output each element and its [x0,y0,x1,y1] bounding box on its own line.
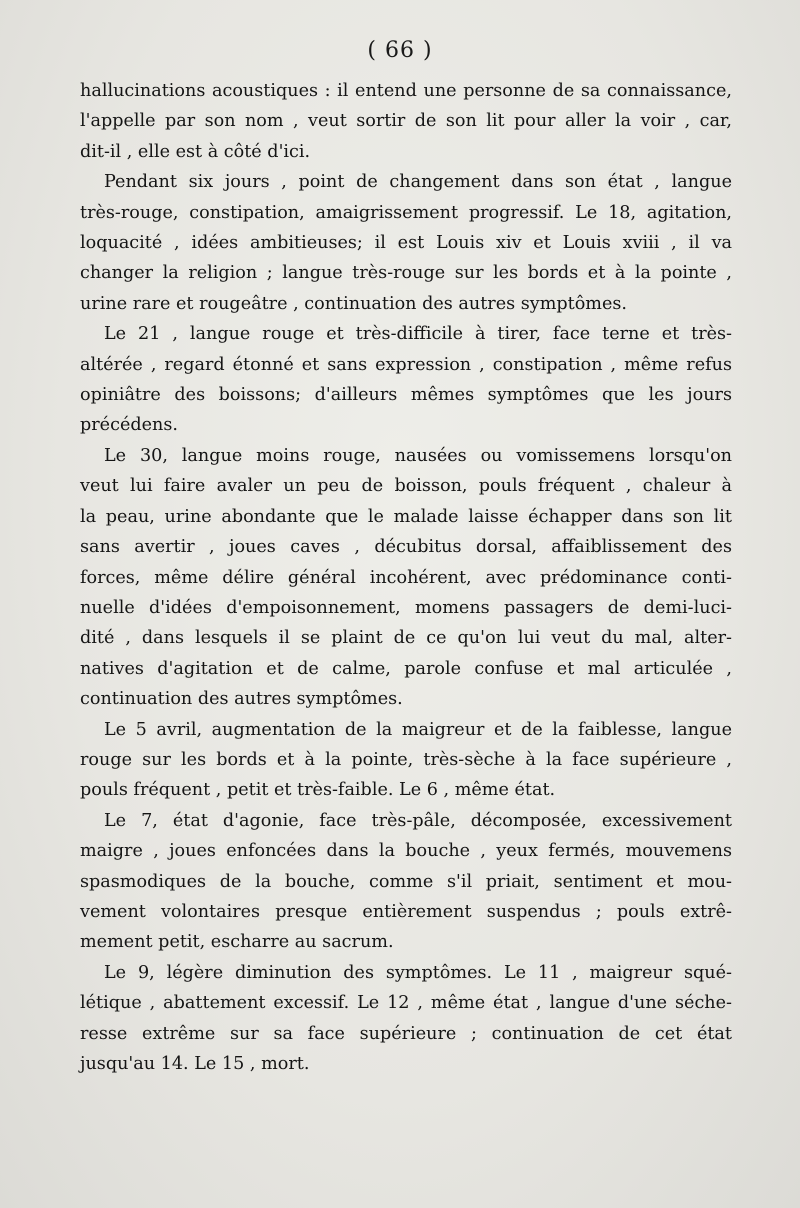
text-line: natives d'agitation et de calme, parole confuse et mal articulée , [80,658,732,679]
paragraph [80,167,732,319]
text-line: mement petit, escharre au sacrum. [80,932,394,953]
text-line: Le 21 , langue rouge et très-difficile à tirer, face terne et très- [104,324,732,345]
paragraph [80,76,732,167]
paragraph [80,319,732,441]
text-line: opiniâtre des boissons; d'ailleurs mêmes symptômes que les jours [80,385,732,406]
text-line: dit-il , elle est à côté d'ici. [80,141,311,162]
text-line: la peau, urine abondante que le malade laisse échapper dans son lit [80,506,732,527]
text-line: hallucinations acoustiques : il entend une personne de sa connaissance, [80,81,732,101]
text-line: létique , abattement excessif. Le 12 , même état , langue d'une séche- [80,993,732,1014]
text-line: Le 30, langue moins rouge, nausées ou vomissemens lorsqu'on [104,445,732,466]
text-line: loquacité , idées ambitieuses; il est Louis xiv et Louis xviii , il va [80,233,732,254]
text-line: nuelle d'idées d'empoisonnement, momens passagers de demi-luci- [80,597,732,618]
paragraph [80,806,732,958]
page-number: ( 66 ) [367,38,433,63]
text-line: dité , dans lesquels il se plaint de ce qu'on lui veut du mal, alter- [80,628,732,649]
text-line: Pendant six jours , point de changement dans son état , langue [104,172,732,193]
text-line: altérée , regard étonné et sans expression , constipation , même refus [80,354,732,375]
body-text [80,76,732,1079]
text-line: très-rouge, constipation, amaigrissement progressif. Le 18, agitation, [80,202,732,223]
text-line: forces, même délire général incohérent, avec prédominance conti- [80,567,732,588]
text-line: spasmodiques de la bouche, comme s'il priait, sentiment et mou- [80,871,732,892]
text-line: urine rare et rougeâtre , continuation des autres symptômes. [80,293,628,314]
paragraph [80,958,732,1080]
paragraph [80,715,732,806]
text-line: l'appelle par son nom , veut sortir de son lit pour aller la voir , car, [80,111,732,132]
text-line: changer la religion ; langue très-rouge sur les bords et à la pointe , [80,263,732,284]
text-line: pouls fréquent , petit et très-faible. Le 6 , même état. [80,780,556,801]
text-line: Le 5 avril, augmentation de la maigreur et de la faiblesse, langue [104,719,732,740]
text-line: continuation des autres symptômes. [80,689,403,710]
paragraph [80,441,732,715]
text-line: rouge sur les bords et à la pointe, très-sèche à la face supérieure , [80,749,732,770]
text-line: Le 7, état d'agonie, face très-pâle, décomposée, excessivement [104,810,732,831]
text-line: jusqu'au 14. Le 15 , mort. [80,1054,310,1074]
text-line: sans avertir , joues caves , décubitus dorsal, affaiblissement des [80,537,732,558]
text-line: veut lui faire avaler un peu de boisson, pouls fréquent , chaleur à [80,476,732,497]
text-line: vement volontaires presque entièrement suspendus ; pouls extrê- [80,901,732,922]
text-line: précédens. [80,415,178,436]
text-line: resse extrême sur sa face supérieure ; continuation de cet état [80,1023,732,1044]
text-line: Le 9, légère diminution des symptômes. Le 11 , maigreur squé- [104,962,732,983]
text-line: maigre , joues enfoncées dans la bouche , yeux fermés, mouvemens [80,841,732,862]
